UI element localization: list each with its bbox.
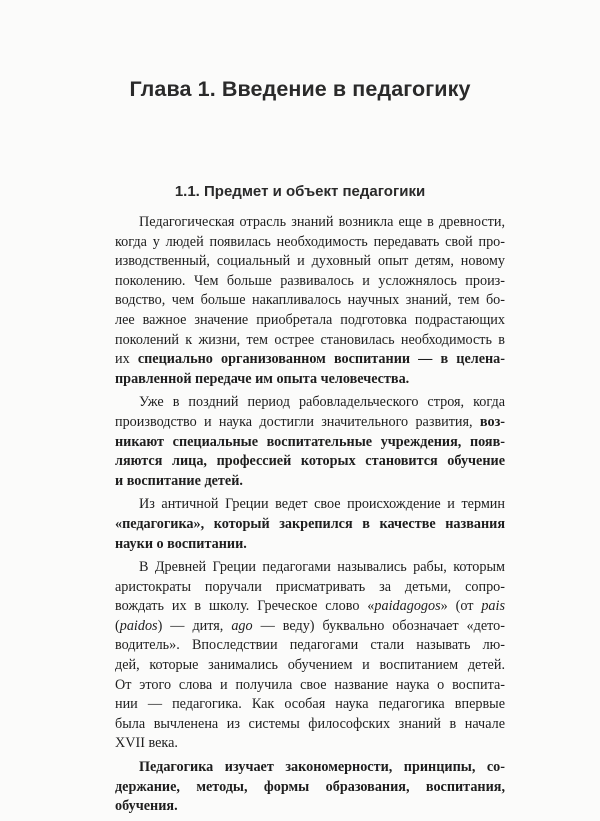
text-line <box>115 797 505 817</box>
text-run: Из античной Греции ведет свое происхождение и термин <box>139 496 505 513</box>
italic-text: pais <box>481 598 505 615</box>
text-run: производство и наука достигли значительного развития, <box>115 413 480 430</box>
text-run: изводственный, социальный и духовный опыт детям, новому <box>115 253 505 270</box>
text-line <box>115 233 505 253</box>
paragraph <box>115 495 505 554</box>
text-line <box>115 413 505 433</box>
section-title: 1.1. Предмет и объект педагогики <box>174 183 426 200</box>
bold-text: науки о воспитании. <box>115 535 247 552</box>
text-run: аристократы поручали присматривать за детьми, сопро- <box>115 578 505 595</box>
text-run: дей, которые занимались обучением и воспитанием детей. <box>115 657 505 674</box>
text-run: лее важное значение приобретала подготовка подрастающих <box>115 311 505 328</box>
text-line <box>115 578 505 598</box>
text-run: Педагогическая отрасль знаний возникла еще в древности, <box>139 214 505 230</box>
text-line <box>115 272 505 292</box>
text-line <box>115 535 505 555</box>
paragraph <box>115 393 505 491</box>
text-line <box>115 331 505 351</box>
bold-text: ляются лица, профессией которых становится обучение <box>115 453 505 470</box>
text-run: В Древней Греции педагогами назывались рабы, которым <box>139 559 505 576</box>
text-line <box>115 734 505 754</box>
text-line <box>115 350 505 370</box>
text-line <box>115 495 505 515</box>
text-line <box>115 472 505 492</box>
bold-text: держание, методы, формы образования, воспитания, <box>115 778 505 795</box>
text-run: поколений к жизни, тем острее становилась необходимость в <box>115 331 505 348</box>
text-run: поколению. Чем больше развивалось и усложнялось произ- <box>115 272 505 289</box>
text-run: вождать их в школу. Греческое слово « <box>115 598 375 615</box>
text-run: ( <box>115 617 120 634</box>
text-line <box>115 291 505 311</box>
text-line <box>115 452 505 472</box>
bold-text: правленной передаче им опыта человечества. <box>115 370 410 387</box>
text-line <box>115 370 505 390</box>
paragraph <box>115 758 505 817</box>
bold-text: и воспитание детей. <box>115 472 243 489</box>
text-run: » (от <box>440 598 482 615</box>
text-line <box>115 433 505 453</box>
bold-text: Педагогика изучает закономерности, принципы, со- <box>139 759 505 776</box>
text-line <box>115 758 505 778</box>
paragraph <box>115 558 505 754</box>
text-run: ) — дитя, <box>157 617 232 634</box>
paragraph <box>115 213 505 389</box>
italic-text: paidos <box>119 617 158 634</box>
text-run: водитель». Впоследствии педагогами стали называть лю- <box>115 637 505 654</box>
bold-text: обучения. <box>115 798 178 815</box>
text-run: нии — педагогика. Как особая наука педагогика впервые <box>115 696 505 713</box>
bold-text: «педагогика», который закрепился в качестве названия <box>115 515 505 532</box>
text-line <box>115 252 505 272</box>
text-run: водство, чем больше накапливалось научных знаний, тем бо- <box>115 292 505 309</box>
text-line <box>115 393 505 413</box>
text-run: — веду) буквально обозначает «дето- <box>252 617 505 634</box>
chapter-title: Глава 1. Введение в педагогику <box>129 77 471 101</box>
text-line <box>115 617 505 637</box>
text-line <box>115 515 505 535</box>
text-line <box>115 695 505 715</box>
bold-text: специально организованном воспитании — в целена- <box>137 351 505 368</box>
text-line <box>115 597 505 617</box>
text-line <box>115 778 505 798</box>
text-run: была вычленена из системы философских знаний в начале <box>115 715 505 732</box>
body-text <box>115 213 505 821</box>
text-line <box>115 636 505 656</box>
text-run: От этого слова и получила свое название наука о воспита- <box>115 676 505 693</box>
italic-text: ago <box>231 617 253 634</box>
text-run: когда у людей появилась необходимость передавать свой про- <box>115 233 505 250</box>
italic-text: paidagogos <box>374 598 441 615</box>
text-line <box>115 311 505 331</box>
text-line <box>115 656 505 676</box>
text-run: XVII века. <box>115 735 178 752</box>
bold-text: никают специальные воспитательные учреждения, появ- <box>115 433 505 450</box>
text-run: Уже в поздний период рабовладельческого строя, когда <box>139 394 505 411</box>
text-line <box>115 676 505 696</box>
text-line <box>115 213 505 233</box>
text-run: их <box>115 351 138 368</box>
text-line <box>115 558 505 578</box>
bold-text: воз- <box>479 413 505 430</box>
text-line <box>115 715 505 735</box>
